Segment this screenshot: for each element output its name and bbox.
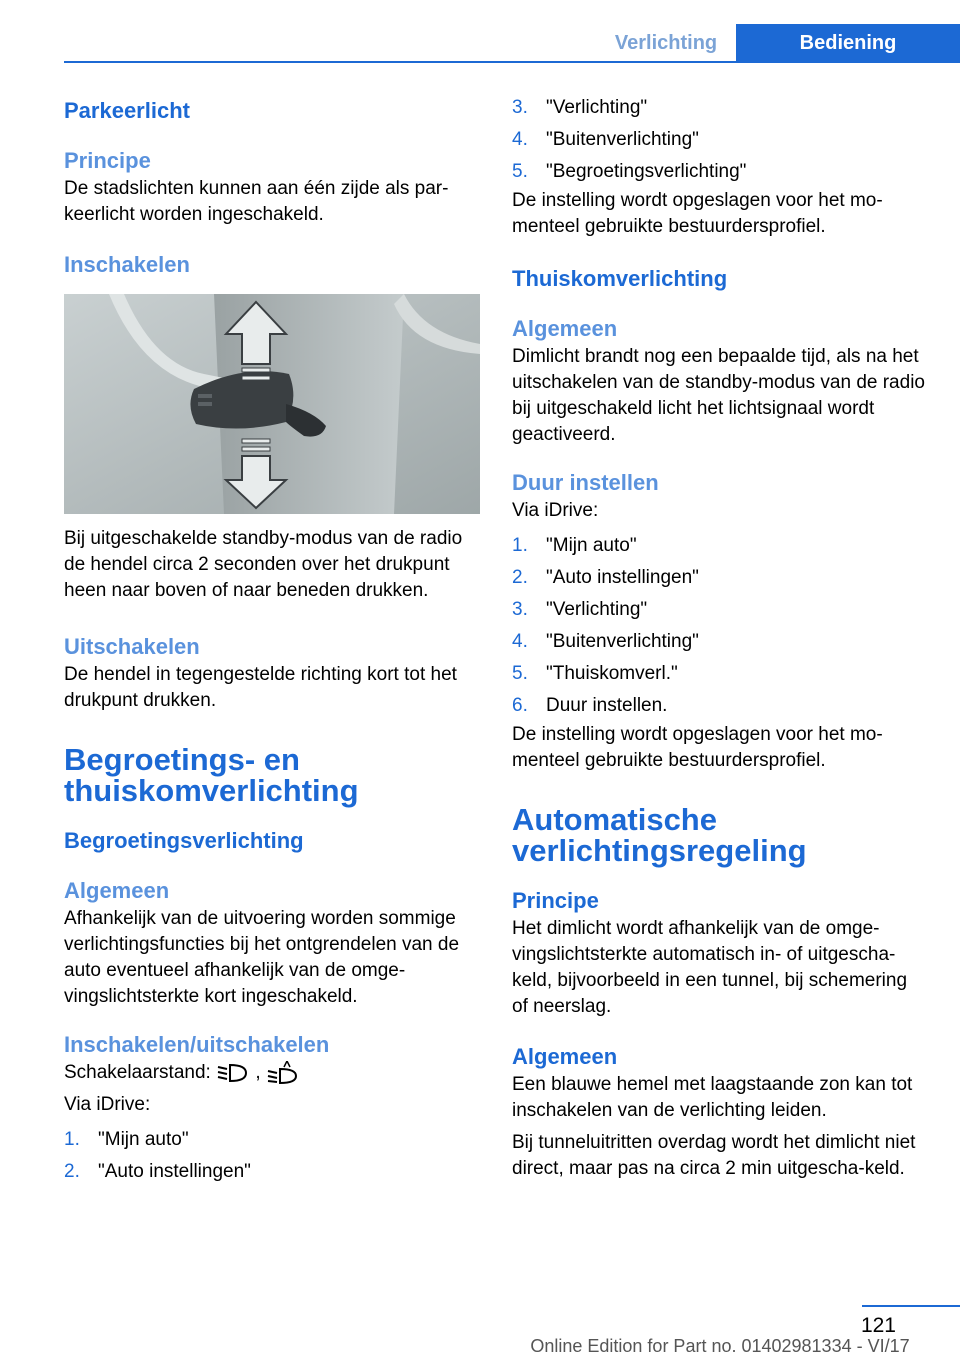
page-number: 121 [860, 1314, 896, 1337]
saved-text-1: De instelling wordt opgeslagen voor het mo-menteel gebruikte bestuurdersprofiel. [512, 190, 883, 237]
heading-duur-instellen: Duur instellen [512, 470, 659, 495]
heading-inschakelen: Inschakelen [64, 252, 190, 277]
list-item: 4. "Buitenverlichting" [512, 631, 699, 652]
heading-algemeen-2: Algemeen [512, 1044, 618, 1069]
edition-footer: Online Edition for Part no. 01402981334 - VI/17 [530, 1336, 910, 1356]
low-beam-symbol-icon [216, 1061, 250, 1085]
list-item: 1. "Mijn auto" [512, 535, 637, 556]
uitschakelen-text: De hendel in tegengestelde richting kort tot het drukpunt drukken. [64, 664, 457, 711]
heading-inschakelen-uitschakelen: Inschakelen/uitschakelen [64, 1032, 330, 1057]
steps-list-right-b [512, 530, 928, 722]
list-item: 2. "Auto instellingen" [64, 1161, 251, 1182]
auto-light-symbol-icon [266, 1061, 300, 1085]
schakelaar-label: Schakelaarstand: [64, 1062, 211, 1083]
via-idrive-right: Via iDrive: [512, 500, 599, 521]
heading-algemeen-right: Algemeen [512, 316, 618, 341]
left-column [64, 98, 480, 1188]
heading-principe: Principe [64, 148, 151, 173]
chapter-tab: Verlichting [614, 31, 718, 54]
list-item: 6. Duur instellen. [512, 695, 668, 716]
lever-illustration [64, 294, 480, 514]
algemeen2-text-2: Bij tunneluitritten overdag wordt het dimlicht niet direct, maar pas na circa 2 min uitgescha-keld. [512, 1132, 916, 1179]
heading-uitschakelen: Uitschakelen [64, 634, 200, 659]
heading-thuiskomverlichting: Thuiskomverlichting [512, 266, 728, 291]
section-title: Begroetings- en thuiskomverlichting [64, 742, 359, 808]
list-item: 5. "Thuiskomverl." [512, 663, 678, 684]
section-title-right: Automatische verlichtingsregeling [512, 802, 807, 868]
principe-text-right: Het dimlicht wordt afhankelijk van de omge-vingslichtsterkte automatisch in- of uitgescha-keld, bijvoorbeeld in een tunnel, bij schemering of neerslag. [512, 918, 908, 1017]
heading-parkeerlicht: Parkeerlicht [64, 98, 190, 123]
list-item: 2. "Auto instellingen" [512, 567, 699, 588]
list-item: 3. "Verlichting" [512, 599, 648, 620]
section-tab: Bediening [736, 24, 960, 62]
comma: , [255, 1062, 261, 1083]
algemeen-text: Afhankelijk van de uitvoering worden sommige verlichtingsfuncties bij het ontgrendelen van de auto eventueel afhankelijk van de omge-vingslichtsterkte kort ingeschakeld. [64, 908, 460, 1007]
heading-principe-right: Principe [512, 888, 599, 913]
list-item: 1. "Mijn auto" [64, 1129, 189, 1150]
list-item: 5. "Begroetingsverlichting" [512, 161, 747, 182]
steps-list-right-a [512, 92, 928, 188]
via-idrive-left: Via iDrive: [64, 1094, 151, 1115]
saved-text-2: De instelling wordt opgeslagen voor het mo-menteel gebruikte bestuurdersprofiel. [512, 724, 883, 771]
heading-algemeen: Algemeen [64, 878, 170, 903]
steps-list-left [64, 1124, 480, 1188]
right-column [512, 98, 928, 1182]
list-item: 4. "Buitenverlichting" [512, 129, 699, 150]
principe-text: De stadslichten kunnen aan één zijde als par-keerlicht worden ingeschakeld. [64, 178, 449, 225]
header-rule [64, 61, 960, 63]
list-item: 3. "Verlichting" [512, 97, 648, 118]
page-header [596, 24, 960, 62]
algemeen2-text-1: Een blauwe hemel met laagstaande zon kan tot inschakelen van de verlichting leiden. [512, 1074, 913, 1121]
footer-rule [862, 1305, 960, 1307]
inschakelen-text: Bij uitgeschakelde standby-modus van de radio de hendel circa 2 seconden over het drukpunt heen naar boven of naar beneden drukken. [64, 528, 463, 601]
heading-begroetingsverlichting: Begroetingsverlichting [64, 828, 304, 853]
thuis-text: Dimlicht brandt nog een bepaalde tijd, als na het uitschakelen van de standby-modus van de radio bij uitgeschakeld licht het lichtsignaal wordt geactiveerd. [512, 346, 925, 445]
schakelaar-line [64, 1060, 480, 1086]
